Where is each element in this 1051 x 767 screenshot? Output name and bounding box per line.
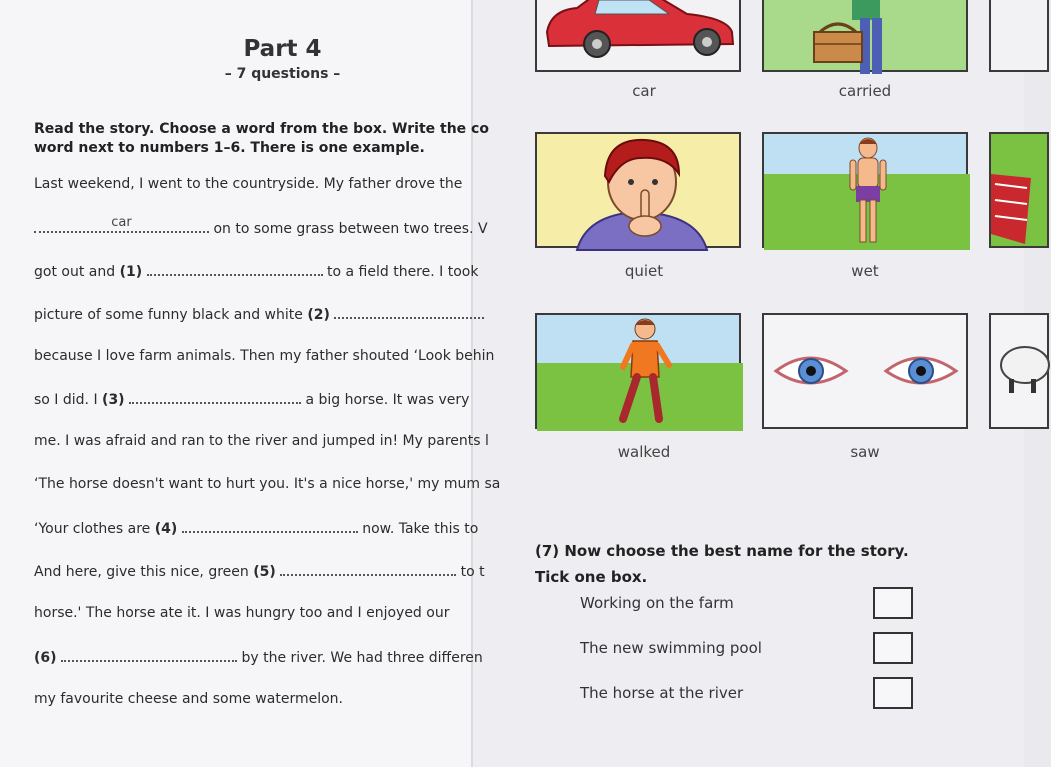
page-title: Part 4 [243,36,322,62]
story-line-9-before: ‘Your clothes are [34,521,151,537]
story-line-6-after: a big horse. It was very [305,392,470,408]
story-line-11: horse.' The horse ate it. I was hungry too and I enjoyed our [34,605,450,621]
story-line-10-before: And here, give this nice, green [34,564,249,580]
answer-blank-3[interactable] [129,390,301,404]
question-7-instruction: Tick one box. [535,568,648,586]
story-line-6-before: so I did. I [34,392,98,408]
story-line-10-after: to t [460,564,485,580]
answer-blank-1[interactable] [147,262,323,276]
story-line-7: me. I was afraid and ran to the river and jumped in! My parents l [34,433,489,449]
picture-cropped-2 [989,132,1049,248]
story-line-12-after: by the river. We had three differen [241,650,483,666]
picture-cropped-3 [989,313,1049,429]
question-number-2: (2) [307,307,330,323]
story-line-9 [34,519,478,537]
option-checkbox-2[interactable] [873,632,913,664]
picture-wet [762,132,968,248]
instructions-line-2: word next to numbers 1–6. There is one example. [34,140,425,156]
picture-label-carried: carried [838,82,892,100]
story-line-4-before: picture of some funny black and white [34,307,303,323]
picture-label-saw: saw [850,443,880,461]
question-number-1: (1) [119,264,143,280]
story-line-5: because I love farm animals. Then my father shouted ‘Look behin [34,348,495,364]
answer-blank-2[interactable] [334,305,484,319]
instructions-line-1: Read the story. Choose a word from the box. Write the co [34,121,489,137]
picture-quiet [535,132,741,248]
story-line-6 [34,390,469,408]
wet-boy-icon [764,134,970,250]
sheep-icon [991,315,1051,431]
story-line-4 [34,305,484,323]
picture-label-walked: walked [617,443,671,461]
question-number-5: (5) [253,564,276,580]
picture-label-quiet: quiet [624,262,664,280]
story-line-8: ‘The horse doesn't want to hurt you. It's a nice horse,' my mum sa [34,476,501,492]
picnic-basket-icon [764,0,970,74]
instructions [34,120,554,158]
option-label-1: Working on the farm [580,594,734,612]
picture-cropped-1 [989,0,1049,72]
picture-label-car: car [632,82,656,100]
left-page-clip [0,0,501,767]
shushing-boy-icon [537,134,743,250]
option-checkbox-1[interactable] [873,587,913,619]
story-line-3-after: to a field there. I took [327,264,479,280]
example-answer: car [111,215,132,230]
example-answer-blank [34,215,209,233]
answer-blank-5[interactable] [280,562,456,576]
story-line-2-text: on to some grass between two trees. V [213,221,488,237]
story-line-3-before: got out and [34,264,116,280]
blanket-icon [991,134,1051,250]
option-checkbox-3[interactable] [873,677,913,709]
picture-carried [762,0,968,72]
picture-saw [762,313,968,429]
answer-blank-4[interactable] [182,519,358,533]
eyes-icon [764,315,970,431]
picture-label-wet: wet [851,262,879,280]
picture-car [535,0,741,72]
story-line-3 [34,262,478,280]
question-number-3: (3) [102,392,125,408]
story-line-9-after: now. Take this to [362,521,479,537]
question-7 [535,538,909,590]
story-line-10 [34,562,485,580]
question-7-prompt: (7) Now choose the best name for the story. [535,542,909,560]
car-icon [537,0,743,74]
picture-walked [535,313,741,429]
page-subtitle: – 7 questions – [224,66,341,82]
question-number-4: (4) [154,521,178,537]
question-number-6: (6) [34,650,57,666]
story-line-1: Last weekend, I went to the countryside. My father drove the [34,176,463,192]
story-line-12 [34,648,483,666]
option-label-2: The new swimming pool [580,639,762,657]
walking-boy-icon [537,315,743,431]
option-label-3: The horse at the river [580,684,744,702]
story-line-13: my favourite cheese and some watermelon. [34,691,343,707]
answer-blank-6[interactable] [61,648,237,662]
story-line-2 [34,215,488,237]
